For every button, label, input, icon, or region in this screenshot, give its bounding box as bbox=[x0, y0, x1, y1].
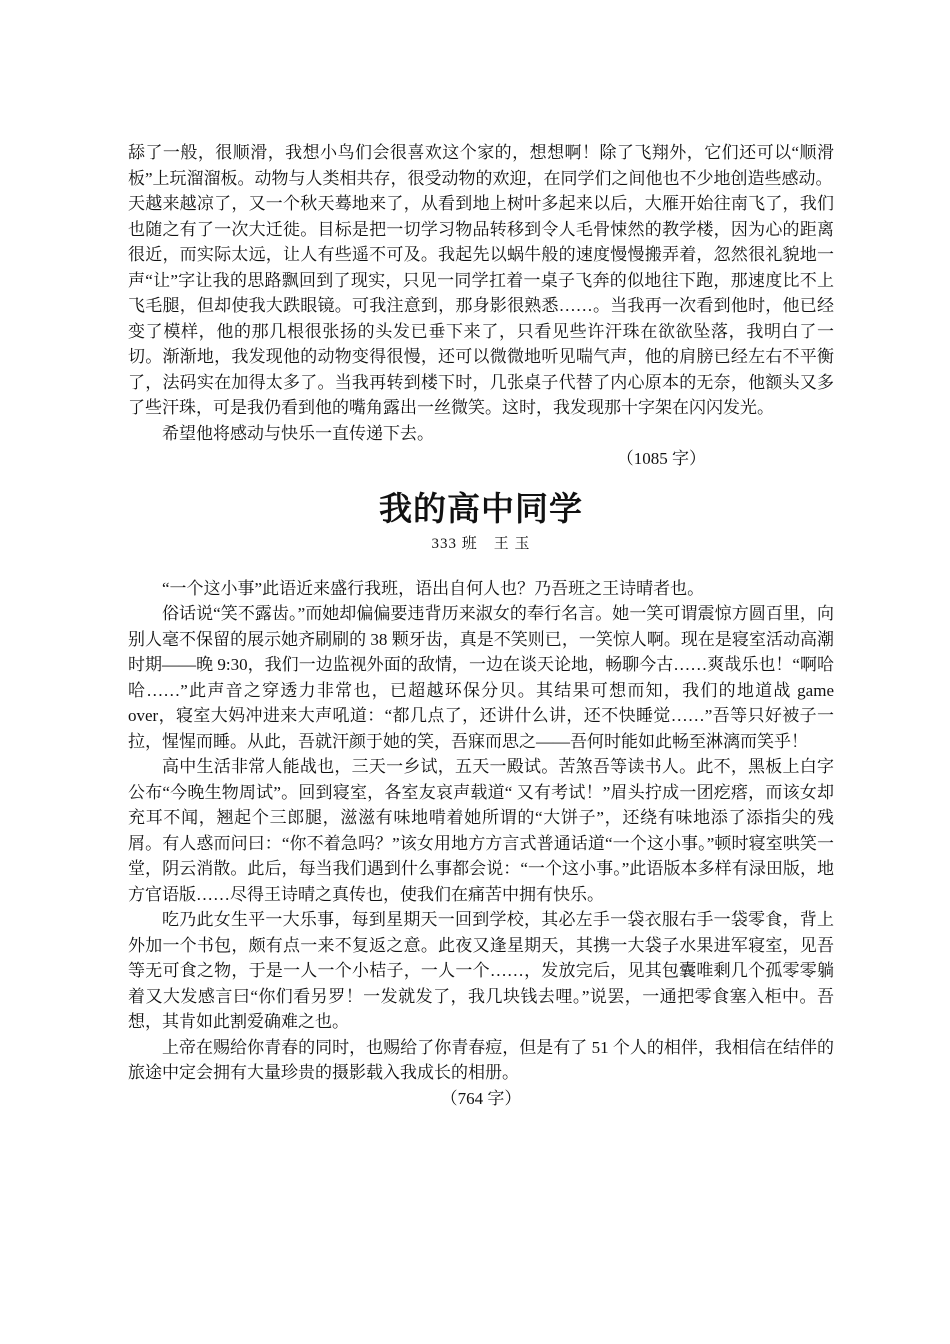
article2-paragraph-5: 上帝在赐给你青春的同时，也赐给了你青春痘，但是有了 51 个人的相伴，我相信在结伴的旅途中定会拥有大量珍贵的摄影载入我成长的相册。 bbox=[128, 1037, 834, 1082]
article2-paragraph-3: 高中生活非常人能战也，三天一乡试，五天一殿试。苦煞吾等读书人。此不，黑板上白字公布“今晚生物周试”。回到寝室，各室友哀声载道“ 又有考试！”眉头拧成一团疙瘩，而该女却充耳不闻，翘起个三郎腿，滋滋有味地啃着她所谓的“大饼子”，还绕有味地添了添指尖的残屑。有人惑而问曰：“你不着急吗？”该女用地方方言式普通话道“一个这小事。”顿时寝室哄笑一堂，阴云消散。此后，每当我们遇到什么事都会说：“一个这小事。”此语版本多样有渌田版，地方官语版……尽得王诗晴之真传也，使我们在痛苦中拥有快乐。 bbox=[128, 757, 834, 904]
article2-title: 我的高中同学 bbox=[379, 491, 583, 528]
article1-paragraph-1: 舔了一般，很顺滑，我想小鸟们会很喜欢这个家的，想想啊！除了飞翔外，它们还可以“顺滑板”上玩溜溜板。动物与人类相共存，很受动物的欢迎，在同学们之间他也不少地创造些感动。 bbox=[128, 143, 834, 188]
article1-word-count: （1085 字） bbox=[616, 449, 706, 468]
article2-paragraph-1: “一个这小事”此语近来盛行我班，语出自何人也？乃吾班之王诗晴者也。 bbox=[162, 578, 705, 598]
article1-paragraph-3: 希望他将感动与快乐一直传递下去。 bbox=[162, 423, 434, 443]
document-page bbox=[128, 140, 834, 1111]
article2-word-count: （764 字） bbox=[440, 1088, 522, 1108]
article2-paragraph-4: 吃乃此女生平一大乐事，每到星期天一回到学校，其必左手一袋衣服右手一袋零食，背上外加一个书包，颇有点一来不复返之意。此夜又逢星期天，其携一大袋子水果进军寝室，见吾等无可食之物，于是一人一个小桔子，一人一个……，发放完后，见其包囊唯剩几个孤零零躺着又大发感言曰“你们看另罗！一发就发了，我几块钱去哩。”说罢，一通把零食塞入柜中。吾想，其肯如此割爱确难之也。 bbox=[128, 910, 834, 1031]
article2-paragraph-2: 俗话说“笑不露齿。”而她却偏偏要违背历来淑女的奉行名言。她一笑可谓震惊方圆百里，向别人毫不保留的展示她齐刷刷的 38 颗牙齿，真是不笑则已，一笑惊人啊。现在是寝室活动高潮时期——晚 9:30，我们一边监视外面的敌情，一边在谈天论地，畅聊今古……爽哉乐也！“啊哈哈……”此声音之穿透力非常也，已超越环保分贝。其结果可想而知，我们的地道战 game over，寝室大妈冲进来大声吼道：“都几点了，还讲什么讲，还不快睡觉……”吾等只好被子一拉，惺惺而睡。从此，吾就汗颜于她的笑，吾寐而思之——吾何时能如此畅至淋漓而笑乎！ bbox=[128, 604, 834, 751]
article1-paragraph-2: 天越来越凉了，又一个秋天蓦地来了，从看到地上树叶多起来以后，大雁开始往南飞了，我们也随之有了一次大迁徙。目标是把一切学习物品转移到令人毛骨悚然的教学楼，因为心的距离很近，而实际太远，让人有些遥不可及。我起先以蜗牛般的速度慢慢搬弄着，忽然很礼貌地一声“让”字让我的思路飘回到了现实，只见一同学扛着一桌子飞奔的似地往下跑，那速度比不上飞毛腿，但却使我大跌眼镜。可我注意到，那身影很熟悉……。当我再一次看到他时，他已经变了模样，他的那几根很张扬的头发已垂下来了，只看见些许汗珠在欲欲坠落，我明白了一切。渐渐地，我发现他的动物变得很慢，还可以微微地听见喘气声，他的肩膀已经左右不平衡了，法码实在加得太多了。当我再转到楼下时，几张桌子代替了内心原本的无奈，他额头又多了些汗珠，可是我仍看到他的嘴角露出一丝微笑。这时，我发现那十字架在闪闪发光。 bbox=[128, 194, 834, 417]
article2-byline: 333 班 王 玉 bbox=[431, 535, 531, 552]
